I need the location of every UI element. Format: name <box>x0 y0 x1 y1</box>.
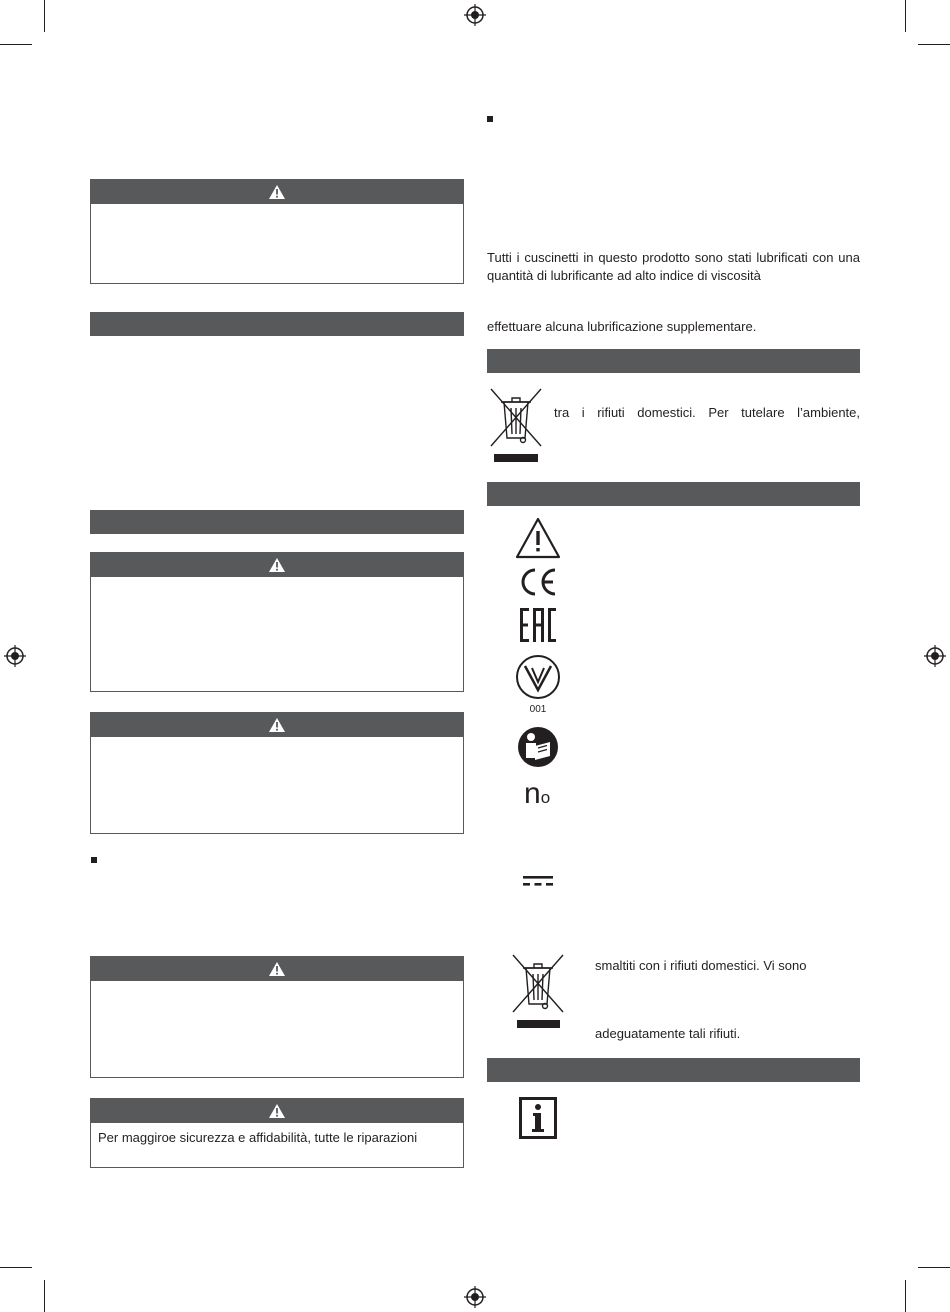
warning-triangle-icon <box>268 717 286 733</box>
read-manual-icon <box>517 726 559 768</box>
registration-mark-icon <box>464 4 486 26</box>
crop-mark <box>0 44 32 45</box>
dc-current-icon <box>522 874 554 888</box>
section-header-bar <box>487 1058 860 1082</box>
section-header-bar <box>90 312 464 336</box>
no-load-speed-n: n <box>524 777 541 810</box>
warning-triangle-icon <box>268 184 286 200</box>
weee-text-2: adeguatamente tali rifiuti. <box>595 1026 741 1041</box>
registration-mark-icon <box>924 645 946 667</box>
warning-header <box>91 713 463 737</box>
warning-header <box>91 957 463 981</box>
section-header-bar <box>90 510 464 534</box>
warning-triangle-icon <box>268 961 286 977</box>
ua-code-label: 001 <box>529 704 547 715</box>
ce-mark-icon <box>518 567 558 597</box>
environment-text: tra i rifiuti domestici. Per tutelare l’ambiente, <box>554 405 860 420</box>
warning-triangle-icon <box>515 517 561 559</box>
ua-conformity-icon <box>515 654 561 702</box>
warning-box <box>90 179 464 284</box>
warning-header <box>91 180 463 204</box>
maintenance-warning-text: Per maggiroe sicurezza e affidabilità, tutte le riparazioni <box>98 1130 418 1145</box>
bullet-marker <box>487 116 493 122</box>
eac-mark-icon <box>519 606 557 644</box>
section-header-bar <box>487 349 860 373</box>
info-icon <box>519 1097 557 1139</box>
crop-mark <box>905 0 906 32</box>
crop-mark <box>918 44 950 45</box>
warning-box <box>90 552 464 692</box>
weee-text-1: smaltiti con i rifiuti domestici. Vi sono <box>595 958 807 973</box>
warning-triangle-icon <box>268 1103 286 1119</box>
warning-header <box>91 553 463 577</box>
warning-box <box>90 712 464 834</box>
crop-mark <box>905 1280 906 1312</box>
lubrication-text-end: effettuare alcuna lubrificazione supplementare. <box>487 319 757 334</box>
warning-box <box>90 956 464 1078</box>
no-load-speed-symbol <box>524 778 550 814</box>
warning-header <box>91 1099 463 1123</box>
crop-mark <box>918 1267 950 1268</box>
registration-mark-icon <box>4 645 26 667</box>
bullet-marker <box>91 857 97 863</box>
crossed-bin-icon <box>510 952 566 1030</box>
crossed-bin-icon <box>488 386 544 464</box>
crop-mark <box>44 0 45 32</box>
no-load-speed-sub: o <box>540 788 551 807</box>
section-header-bar <box>487 482 860 506</box>
warning-triangle-icon <box>268 557 286 573</box>
warning-box <box>90 1098 464 1168</box>
lubrication-text: Tutti i cuscinetti in questo prodotto sono stati lubrificati con una quantità di lubrificante ad alto indice di viscosità <box>487 250 860 283</box>
crop-mark <box>44 1280 45 1312</box>
crop-mark <box>0 1267 32 1268</box>
registration-mark-icon <box>464 1286 486 1308</box>
